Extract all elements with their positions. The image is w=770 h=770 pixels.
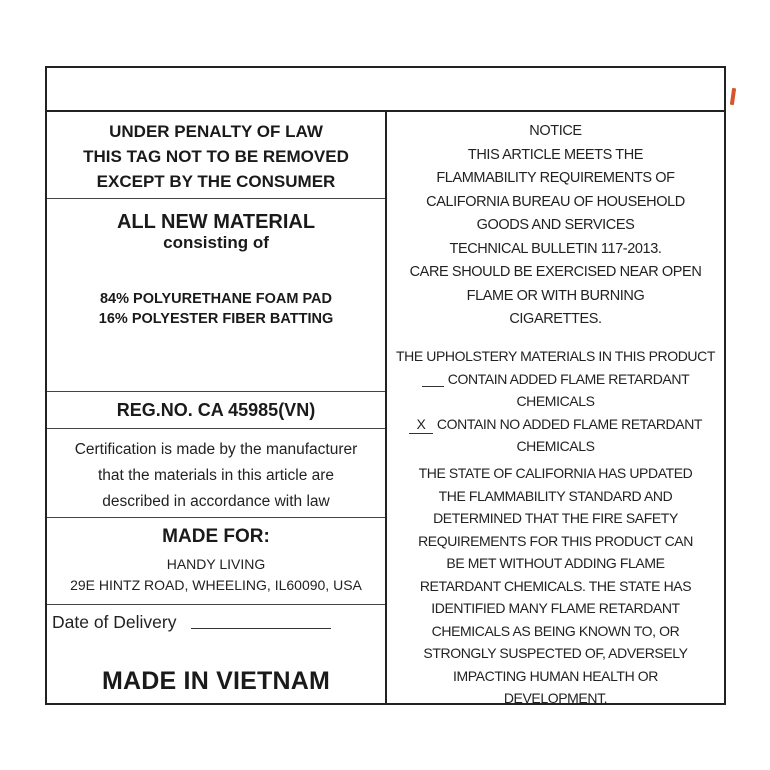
option-added-blank: [422, 372, 444, 387]
material-item: 84% POLYURETHANE FOAM PAD: [99, 291, 333, 307]
registration-number: REG.NO. CA 45985(VN): [47, 392, 385, 429]
notice-line: FLAME OR WITH BURNING: [466, 287, 645, 304]
penalty-line-1: UNDER PENALTY OF LAW: [109, 122, 323, 141]
penalty-line-2: THIS TAG NOT TO BE REMOVED: [83, 147, 349, 166]
option-none-mark: X: [409, 416, 433, 434]
law-tag: [45, 66, 726, 705]
made-for-section: [47, 518, 385, 605]
notice-line: CARE SHOULD BE EXERCISED NEAR OPEN: [409, 264, 702, 280]
material-section: [47, 199, 385, 392]
left-column: [47, 110, 387, 703]
state-line: RETARDANT CHEMICALS. THE STATE HAS: [419, 577, 692, 594]
upholstery-intro: THE UPHOLSTERY MATERIALS IN THIS PRODUCT: [395, 348, 716, 364]
state-line: STRONGLY SUSPECTED OF, ADVERSELY: [423, 645, 688, 661]
certification-statement: [47, 429, 385, 518]
material-list: [47, 289, 385, 329]
upholstery-option-added: [387, 368, 724, 391]
delivery-date-blank: [191, 628, 331, 629]
notice-line: CIGARETTES.: [509, 311, 602, 327]
certification-line-2: that the materials in this article are: [97, 467, 335, 484]
state-line: CHEMICALS AS BEING KNOWN TO, OR: [431, 622, 680, 639]
notice-line: FLAMMABILITY REQUIREMENTS OF: [436, 170, 675, 186]
delivery-date-row: [52, 612, 331, 633]
state-line: BE MET WITHOUT ADDING FLAME: [446, 555, 665, 571]
state-line: IMPACTING HUMAN HEALTH OR: [453, 667, 658, 684]
certification-line-1: Certification is made by the manufacturer: [74, 441, 358, 458]
delivery-date-label: Date of Delivery: [52, 612, 177, 632]
notice-line: TECHNICAL BULLETIN 117-2013.: [449, 240, 662, 257]
notice-line: GOODS AND SERVICES: [476, 217, 635, 233]
delivery-section: [47, 605, 385, 705]
state-line: REQUIREMENTS FOR THIS PRODUCT CAN: [418, 532, 693, 549]
notice-line: NOTICE: [529, 123, 582, 139]
option-added-text-cont: CHEMICALS: [516, 393, 595, 409]
material-title: ALL NEW MATERIAL: [116, 211, 316, 233]
option-none-text: CONTAIN NO ADDED FLAME RETARDANT: [436, 415, 703, 432]
state-line: DETERMINED THAT THE FIRE SAFETY: [433, 510, 678, 526]
option-added-text: CONTAIN ADDED FLAME RETARDANT: [447, 370, 690, 387]
state-line: IDENTIFIED MANY FLAME RETARDANT: [431, 600, 680, 616]
flammability-notice: [387, 120, 724, 332]
notice-line: CALIFORNIA BUREAU OF HOUSEHOLD: [426, 193, 685, 210]
country-of-origin: MADE IN VIETNAM: [102, 667, 330, 695]
upholstery-declaration: [387, 345, 724, 458]
right-column: [387, 110, 724, 706]
state-line: THE STATE OF CALIFORNIA HAS UPDATED: [418, 465, 693, 481]
state-line: DEVELOPMENT.: [503, 690, 608, 706]
notice-line: THIS ARTICLE MEETS THE: [467, 146, 644, 163]
state-line: THE FLAMMABILITY STANDARD AND: [438, 487, 673, 504]
made-for-company: HANDY LIVING: [166, 556, 266, 572]
upholstery-option-none: [387, 413, 724, 436]
tag-header-strip: [47, 68, 724, 112]
material-subtitle: consisting of: [163, 233, 269, 252]
option-none-text-cont: CHEMICALS: [516, 438, 595, 454]
certification-line-3: described in accordance with law: [102, 493, 330, 510]
penalty-notice: [47, 110, 385, 199]
penalty-line-3: EXCEPT BY THE CONSUMER: [96, 172, 336, 191]
material-item: 16% POLYESTER FIBER BATTING: [98, 311, 334, 327]
corner-mark: [730, 88, 736, 105]
made-for-address: 29E HINTZ ROAD, WHEELING, IL60090, USA: [70, 577, 362, 593]
state-update-notice: [387, 462, 724, 710]
made-for-title: MADE FOR:: [162, 526, 270, 547]
